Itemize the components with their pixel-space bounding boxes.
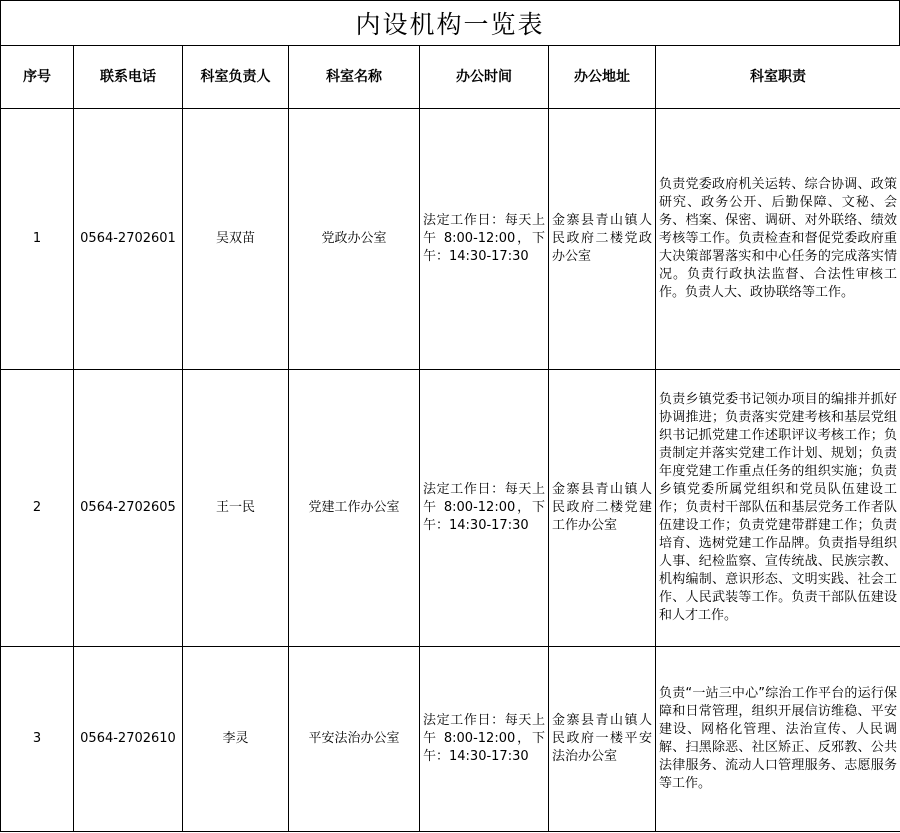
- cell-head: 吴双苗: [183, 109, 289, 370]
- header-head: 科室负责人: [183, 46, 289, 109]
- header-duty: 科室职责: [656, 46, 900, 109]
- cell-phone: 0564-2702605: [74, 370, 183, 647]
- header-phone: 联系电话: [74, 46, 183, 109]
- header-hours: 办公时间: [420, 46, 549, 109]
- cell-address: 金寨县青山镇人民政府二楼党建工作办公室: [549, 370, 656, 647]
- table-row: [1, 370, 900, 647]
- cell-index: 3: [1, 647, 74, 832]
- cell-hours: 法定工作日：每天上午 8:00-12:00，下午：14:30-17:30: [420, 370, 549, 647]
- cell-phone: 0564-2702610: [74, 647, 183, 832]
- cell-hours: 法定工作日：每天上午 8:00-12:00，下午：14:30-17:30: [420, 647, 549, 832]
- table-row: [1, 647, 900, 832]
- cell-duty: 负责“一站三中心”综治工作平台的运行保障和日常管理，组织开展信访维稳、平安建设、网格化管理、法治宣传、人民调解、扫黑除恶、社区矫正、反邪教、公共法律服务、流动人口管理服务、志愿服务等工作。: [656, 647, 900, 832]
- header-address: 办公地址: [549, 46, 656, 109]
- header-index: 序号: [1, 46, 74, 109]
- cell-duty: 负责乡镇党委书记领办项目的编排并抓好协调推进；负责落实党建考核和基层党组织书记抓党建工作述职评议考核工作；负责制定并落实党建工作计划、规划；负责年度党建工作重点任务的组织实施；负责乡镇党委所属党组织和党员队伍建设工作；负责村干部队伍和基层党务工作者队伍建设工作；负责党建带群建工作；负责培育、选树党建工作品牌。负责指导组织人事、纪检监察、宣传统战、民族宗教、机构编制、意识形态、文明实践、社会工作、人民武装等工作。负责干部队伍建设和人才工作。: [656, 370, 900, 647]
- header-department: 科室名称: [289, 46, 420, 109]
- table-row: [1, 109, 900, 370]
- cell-address: 金寨县青山镇人民政府一楼平安法治办公室: [549, 647, 656, 832]
- cell-index: 2: [1, 370, 74, 647]
- cell-department: 平安法治办公室: [289, 647, 420, 832]
- cell-phone: 0564-2702601: [74, 109, 183, 370]
- department-table: [0, 45, 900, 832]
- cell-address: 金寨县青山镇人民政府二楼党政办公室: [549, 109, 656, 370]
- cell-duty: 负责党委政府机关运转、综合协调、政策研究、政务公开、后勤保障、文秘、会务、档案、保密、调研、对外联络、绩效考核等工作。负责检查和督促党委政府重大决策部署落实和中心任务的完成落实情况。负责行政执法监督、合法性审核工作。负责人大、政协联络等工作。: [656, 109, 900, 370]
- table-header-row: [1, 46, 900, 109]
- cell-index: 1: [1, 109, 74, 370]
- cell-hours: 法定工作日：每天上午 8:00-12:00，下午：14:30-17:30: [420, 109, 549, 370]
- cell-department: 党政办公室: [289, 109, 420, 370]
- cell-head: 王一民: [183, 370, 289, 647]
- document-title: 内设机构一览表: [0, 0, 900, 45]
- cell-department: 党建工作办公室: [289, 370, 420, 647]
- cell-head: 李灵: [183, 647, 289, 832]
